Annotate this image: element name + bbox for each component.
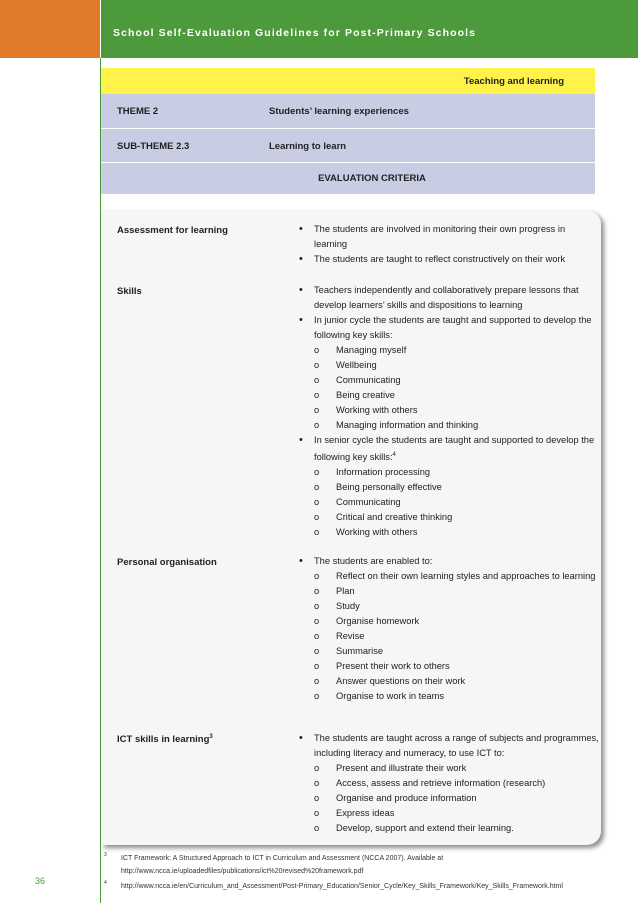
subtheme-band [101, 129, 595, 163]
sub-item: o Organise and produce information [314, 793, 477, 803]
row-label-skills: Skills [117, 286, 142, 297]
criteria-assessment [299, 222, 599, 267]
sub-item: o Being personally effective [314, 482, 442, 493]
page-number: 36 [35, 876, 46, 886]
sub-item: o Organise to work in teams [314, 691, 444, 701]
sub-item: o Study [314, 601, 360, 611]
sub-item: o Present their work to others [314, 661, 450, 671]
footnote-ref: 3 [209, 734, 213, 740]
subtheme-label: SUB-THEME 2.3 [117, 141, 190, 152]
footnote-text: ICT Framework: A Structured Approach to ICT in Curriculum and Assessment (NCCA 2007). Available at http://www.ncca.ie/uploadedfiles/publications/ict%20revised%20framework.pdf [121, 855, 444, 875]
bullet-item: • The students are involved in monitoring their own progress in learning [299, 222, 599, 252]
sub-item: o Being creative [314, 390, 395, 400]
header-divider [100, 0, 101, 58]
bullet-item: • In junior cycle the students are taught and supported to develop the following key skills: [299, 313, 599, 343]
sub-item: o Working with others [314, 527, 418, 538]
area-label: Teaching and learning [463, 76, 564, 87]
criteria-band [101, 163, 595, 194]
bullet-item: • The students are enabled to: [299, 554, 599, 569]
sub-item: o Revise [314, 631, 365, 641]
row-label-assessment: Assessment for learning [117, 225, 228, 236]
sub-item: o Answer questions on their work [314, 676, 466, 686]
sub-item: o Communicating [314, 375, 401, 385]
sub-item: o Plan [314, 586, 355, 596]
sub-item: o Managing information and thinking [314, 420, 479, 430]
sub-item: o Information processing [314, 467, 431, 478]
bullet-item: • Teachers independently and collaboratively prepare lessons that develop learners’ skills and dispositions to learning [299, 283, 599, 313]
footnote-4 [104, 880, 604, 893]
bullet-item: • The students are taught to reflect constructively on their work [299, 252, 599, 267]
sub-item: o Develop, support and extend their learning. [314, 823, 514, 833]
footnote-ref: 4 [392, 452, 396, 458]
row-label-ict: ICT skills in learning$^3$ [117, 734, 213, 746]
criteria-ict [299, 731, 599, 836]
criteria-personal [299, 554, 599, 704]
footnote-number: 4 [104, 880, 107, 886]
theme-value: Students’ learning experiences [269, 106, 409, 117]
bullet-item: • In senior cycle the students are taught and supported to develop the following key skills:$^4$ [299, 433, 599, 465]
sub-item: o Access, assess and retrieve information (research) [314, 778, 546, 788]
row-label-personal: Personal organisation [117, 557, 217, 568]
bullet-item: • The students are taught across a range of subjects and programmes, including literacy and numeracy, to use ICT to: [299, 731, 599, 761]
criteria-heading: EVALUATION CRITERIA [318, 173, 426, 184]
footnote-number: 3 [104, 852, 107, 858]
sub-item: o Communicating [314, 497, 401, 508]
area-band [101, 68, 595, 94]
sub-item: o Organise homework [314, 616, 420, 626]
footnote-link[interactable]: http://www.ncca.ie/en/Curriculum_and_Assessment/Post-Primary_Education/Senior_Cycle/Key_Skills_Framework/Key_Skills_Framework.html [121, 883, 563, 890]
footnotes [104, 852, 604, 895]
page-header-title: School Self-Evaluation Guidelines for Post-Primary Schools [113, 27, 477, 39]
sub-item: o Present and illustrate their work [314, 763, 467, 773]
sub-item: o Summarise [314, 646, 384, 656]
sub-item: o Express ideas [314, 808, 395, 818]
sub-item: o Managing myself [314, 345, 407, 355]
sub-item: o Working with others [314, 405, 418, 415]
theme-label: THEME 2 [117, 106, 159, 117]
sub-item: o Reflect on their own learning styles and approaches to learning [314, 571, 596, 581]
sub-item: o Critical and creative thinking [314, 512, 453, 523]
criteria-skills [299, 283, 599, 540]
subtheme-value: Learning to learn [269, 141, 347, 152]
orange-corner-block [0, 0, 100, 58]
footnote-3 [104, 852, 604, 878]
theme-band [101, 94, 595, 129]
sub-item: o Wellbeing [314, 360, 377, 370]
